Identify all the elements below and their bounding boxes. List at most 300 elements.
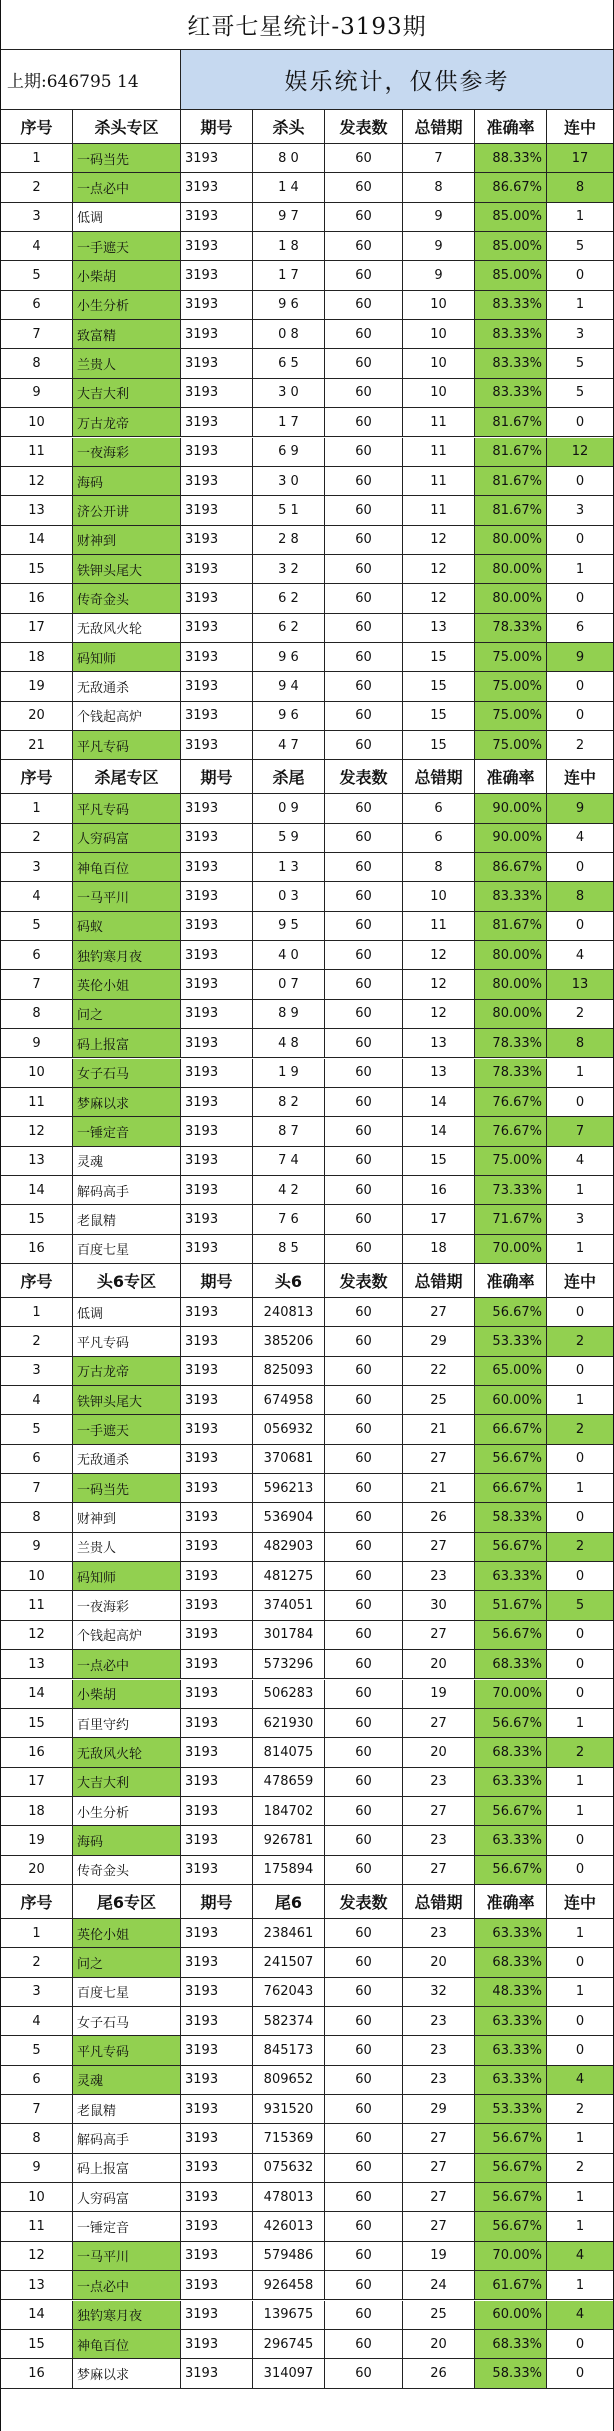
issue-cell: 3193 (181, 702, 253, 730)
table-row (1, 584, 613, 613)
streak-cell: 0 (575, 532, 585, 548)
index-cell: 8 (1, 1503, 73, 1531)
pick-cell: 385206 (253, 1327, 325, 1355)
index-cell: 10 (1, 1562, 73, 1590)
index-cell: 15 (1, 1709, 73, 1737)
issue-cell: 3193 (181, 1503, 253, 1531)
rate-cell: 70.00% (475, 1680, 547, 1708)
name-cell: 一夜海彩 (73, 438, 181, 466)
count-cell: 60 (325, 824, 403, 852)
miss-cell: 12 (403, 1000, 475, 1028)
rate-cell: 76.67% (475, 1088, 547, 1116)
rate-cell: 56.67% (475, 1533, 547, 1561)
pick-cell: 3 2 (253, 555, 325, 583)
rate-cell: 56.67% (475, 1445, 547, 1473)
name-cell: 码知师 (73, 1562, 181, 1590)
miss-cell: 7 (403, 144, 475, 172)
issue-cell: 3193 (181, 1205, 253, 1233)
rate-cell: 63.33% (475, 1562, 547, 1590)
count-cell: 60 (325, 173, 403, 201)
table-row (1, 970, 613, 999)
count-cell: 60 (325, 379, 403, 407)
issue-cell: 3193 (181, 408, 253, 436)
streak-cell: 2 (547, 1327, 613, 1355)
table-row (1, 1591, 613, 1620)
pick-cell: 5 9 (253, 824, 325, 852)
issue-cell: 3193 (181, 1709, 253, 1737)
table-row (1, 643, 613, 672)
miss-cell: 15 (403, 672, 475, 700)
issue-cell: 3193 (181, 2124, 253, 2152)
table-row (1, 2036, 613, 2065)
count-cell: 60 (325, 941, 403, 969)
name-cell: 低调 (73, 1298, 181, 1326)
header-count: 发表数 (325, 760, 403, 793)
streak-cell: 0 (575, 2365, 585, 2381)
count-cell: 60 (325, 1205, 403, 1233)
count-cell: 60 (325, 408, 403, 436)
name-cell: 一码当先 (73, 1474, 181, 1502)
table-row (1, 2301, 613, 2330)
miss-cell: 23 (403, 1826, 475, 1854)
name-cell: 一码当先 (73, 144, 181, 172)
name-cell: 解码高手 (73, 1176, 181, 1204)
pick-cell: 9 5 (253, 912, 325, 940)
index-cell: 8 (1, 349, 73, 377)
index-cell: 5 (1, 261, 73, 289)
table-row (1, 1176, 613, 1205)
rate-cell: 83.33% (475, 291, 547, 319)
pick-cell: 6 5 (253, 349, 325, 377)
count-cell: 60 (325, 1415, 403, 1443)
name-cell: 万古龙帝 (73, 1357, 181, 1385)
index-cell: 16 (1, 1235, 73, 1263)
pick-cell: 9 6 (253, 702, 325, 730)
index-cell: 2 (1, 1948, 73, 1976)
count-cell: 60 (325, 1680, 403, 1708)
rate-cell: 51.67% (475, 1591, 547, 1619)
table-row (1, 1797, 613, 1826)
name-cell: 女子石马 (73, 1059, 181, 1087)
issue-cell: 3193 (181, 1591, 253, 1619)
index-cell: 4 (1, 882, 73, 910)
issue-cell: 3193 (181, 1826, 253, 1854)
table-row (1, 1948, 613, 1977)
issue-cell: 3193 (181, 2359, 253, 2387)
issue-cell: 3193 (181, 526, 253, 554)
pick-cell: 374051 (253, 1591, 325, 1619)
rate-cell: 53.33% (475, 2095, 547, 2123)
pick-cell: 1 3 (253, 853, 325, 881)
table-row (1, 2095, 613, 2124)
table-row (1, 2007, 613, 2036)
index-cell: 15 (1, 2330, 73, 2358)
streak-cell: 1 (575, 1715, 585, 1731)
index-cell: 2 (1, 1327, 73, 1355)
table-row (1, 203, 613, 232)
issue-cell: 3193 (181, 438, 253, 466)
streak-cell: 0 (575, 2013, 585, 2029)
header-pick: 头6 (253, 1264, 325, 1297)
name-cell: 英伦小姐 (73, 1919, 181, 1947)
header-issue: 期号 (181, 760, 253, 793)
issue-cell: 3193 (181, 584, 253, 612)
streak-cell: 0 (575, 1510, 585, 1526)
streak-cell: 1 (575, 1803, 585, 1819)
count-cell: 60 (325, 1738, 403, 1766)
section-header-row (1, 1885, 613, 1919)
index-cell: 12 (1, 1117, 73, 1145)
name-cell: 英伦小姐 (73, 970, 181, 998)
rate-cell: 85.00% (475, 261, 547, 289)
index-cell: 14 (1, 1680, 73, 1708)
name-cell: 灵魂 (73, 2066, 181, 2094)
miss-cell: 11 (403, 438, 475, 466)
streak-cell: 2 (575, 2160, 585, 2176)
name-cell: 平凡专码 (73, 794, 181, 822)
count-cell: 60 (325, 232, 403, 260)
miss-cell: 6 (403, 824, 475, 852)
rate-cell: 80.00% (475, 584, 547, 612)
table-row (1, 1000, 613, 1029)
name-cell: 个钱起高炉 (73, 1621, 181, 1649)
name-cell: 平凡专码 (73, 731, 181, 759)
pick-cell: 301784 (253, 1621, 325, 1649)
rate-cell: 56.67% (475, 2124, 547, 2152)
index-cell: 16 (1, 584, 73, 612)
index-cell: 3 (1, 1978, 73, 2006)
miss-cell: 21 (403, 1415, 475, 1443)
table-row (1, 1147, 613, 1176)
index-cell: 17 (1, 614, 73, 642)
issue-cell: 3193 (181, 853, 253, 881)
issue-cell: 3193 (181, 1000, 253, 1028)
count-cell: 60 (325, 1826, 403, 1854)
header-pick: 杀头 (253, 110, 325, 143)
count-cell: 60 (325, 2271, 403, 2299)
issue-cell: 3193 (181, 349, 253, 377)
rate-cell: 81.67% (475, 912, 547, 940)
pick-cell: 9 6 (253, 291, 325, 319)
streak-cell: 1 (575, 1182, 585, 1198)
index-cell: 12 (1, 2242, 73, 2270)
count-cell: 60 (325, 702, 403, 730)
index-cell: 13 (1, 496, 73, 524)
index-cell: 13 (1, 2271, 73, 2299)
index-cell: 6 (1, 941, 73, 969)
name-cell: 一马平川 (73, 882, 181, 910)
header-index: 序号 (1, 1885, 73, 1918)
header-index: 序号 (1, 110, 73, 143)
streak-cell: 0 (575, 1304, 585, 1320)
rate-cell: 56.67% (475, 2183, 547, 2211)
miss-cell: 20 (403, 2330, 475, 2358)
count-cell: 60 (325, 2066, 403, 2094)
table-row (1, 291, 613, 320)
header-index: 序号 (1, 1264, 73, 1297)
pick-cell: 4 2 (253, 1176, 325, 1204)
miss-cell: 15 (403, 702, 475, 730)
count-cell: 60 (325, 261, 403, 289)
pick-cell: 596213 (253, 1474, 325, 1502)
streak-cell: 13 (547, 970, 613, 998)
count-cell: 60 (325, 2212, 403, 2240)
streak-cell: 1 (575, 561, 585, 577)
index-cell: 1 (1, 794, 73, 822)
count-cell: 60 (325, 1088, 403, 1116)
table-row (1, 1919, 613, 1948)
issue-cell: 3193 (181, 1621, 253, 1649)
count-cell: 60 (325, 320, 403, 348)
index-cell: 8 (1, 2124, 73, 2152)
count-cell: 60 (325, 1533, 403, 1561)
name-cell: 海码 (73, 467, 181, 495)
miss-cell: 11 (403, 408, 475, 436)
streak-cell: 1 (575, 1925, 585, 1941)
index-cell: 2 (1, 173, 73, 201)
miss-cell: 6 (403, 794, 475, 822)
issue-cell: 3193 (181, 1059, 253, 1087)
issue-cell: 3193 (181, 291, 253, 319)
miss-cell: 20 (403, 1738, 475, 1766)
pick-cell: 075632 (253, 2154, 325, 2182)
streak-cell: 0 (575, 414, 585, 430)
header-index: 序号 (1, 760, 73, 793)
rate-cell: 83.33% (475, 379, 547, 407)
pick-cell: 931520 (253, 2095, 325, 2123)
issue-cell: 3193 (181, 1386, 253, 1414)
table-row (1, 853, 613, 882)
count-cell: 60 (325, 144, 403, 172)
count-cell: 60 (325, 349, 403, 377)
streak-cell: 2 (547, 1415, 613, 1443)
issue-cell: 3193 (181, 614, 253, 642)
name-cell: 财神到 (73, 526, 181, 554)
count-cell: 60 (325, 614, 403, 642)
rate-cell: 90.00% (475, 794, 547, 822)
issue-cell: 3193 (181, 1088, 253, 1116)
count-cell: 60 (325, 438, 403, 466)
miss-cell: 8 (403, 853, 475, 881)
index-cell: 19 (1, 672, 73, 700)
miss-cell: 12 (403, 584, 475, 612)
count-cell: 60 (325, 1059, 403, 1087)
pick-cell: 845173 (253, 2036, 325, 2064)
streak-cell: 17 (547, 144, 613, 172)
table-row (1, 349, 613, 378)
header-zone: 杀头专区 (73, 110, 181, 143)
miss-cell: 23 (403, 1919, 475, 1947)
streak-cell: 3 (575, 1211, 585, 1227)
name-cell: 无敌通杀 (73, 1445, 181, 1473)
header-streak: 连中 (563, 1271, 596, 1291)
index-cell: 10 (1, 1059, 73, 1087)
name-cell: 神龟百位 (73, 853, 181, 881)
name-cell: 小生分析 (73, 291, 181, 319)
pick-cell: 2 8 (253, 526, 325, 554)
name-cell: 问之 (73, 1948, 181, 1976)
index-cell: 19 (1, 1826, 73, 1854)
issue-cell: 3193 (181, 2212, 253, 2240)
streak-cell: 5 (575, 385, 585, 401)
pick-cell: 426013 (253, 2212, 325, 2240)
rate-cell: 85.00% (475, 232, 547, 260)
miss-cell: 18 (403, 1235, 475, 1263)
rate-cell: 78.33% (475, 1059, 547, 1087)
header-issue: 期号 (181, 110, 253, 143)
table-row (1, 2271, 613, 2300)
table-row (1, 555, 613, 584)
pick-cell: 370681 (253, 1445, 325, 1473)
index-cell: 9 (1, 2154, 73, 2182)
name-cell: 人穷码富 (73, 824, 181, 852)
rate-cell: 75.00% (475, 672, 547, 700)
streak-cell: 1 (575, 1065, 585, 1081)
index-cell: 6 (1, 291, 73, 319)
streak-cell: 5 (575, 356, 585, 372)
pick-cell: 579486 (253, 2242, 325, 2270)
streak-cell: 4 (575, 830, 585, 846)
pick-cell: 1 4 (253, 173, 325, 201)
table-row (1, 1327, 613, 1356)
pick-cell: 6 2 (253, 584, 325, 612)
table-row (1, 1650, 613, 1679)
rate-cell: 83.33% (475, 320, 547, 348)
rate-cell: 86.67% (475, 853, 547, 881)
streak-cell: 4 (575, 1153, 585, 1169)
rate-cell: 76.67% (475, 1117, 547, 1145)
miss-cell: 23 (403, 2036, 475, 2064)
count-cell: 60 (325, 1029, 403, 1057)
miss-cell: 29 (403, 2095, 475, 2123)
header-rate: 准确率 (475, 1885, 547, 1918)
count-cell: 60 (325, 1000, 403, 1028)
count-cell: 60 (325, 555, 403, 583)
count-cell: 60 (325, 731, 403, 759)
pick-cell: 056932 (253, 1415, 325, 1443)
streak-cell: 0 (575, 1656, 585, 1672)
rate-cell: 70.00% (475, 1235, 547, 1263)
header-rate: 准确率 (475, 760, 547, 793)
pick-cell: 5 1 (253, 496, 325, 524)
streak-cell: 0 (575, 859, 585, 875)
count-cell: 60 (325, 1948, 403, 1976)
streak-cell: 4 (547, 2066, 613, 2094)
rate-cell: 81.67% (475, 496, 547, 524)
index-cell: 14 (1, 2301, 73, 2329)
streak-cell: 3 (575, 326, 585, 342)
name-cell: 女子石马 (73, 2007, 181, 2035)
rate-cell: 71.67% (475, 1205, 547, 1233)
count-cell: 60 (325, 643, 403, 671)
issue-cell: 3193 (181, 2242, 253, 2270)
pick-cell: 7 4 (253, 1147, 325, 1175)
table-row (1, 526, 613, 555)
miss-cell: 26 (403, 1503, 475, 1531)
count-cell: 60 (325, 1357, 403, 1385)
miss-cell: 23 (403, 1768, 475, 1796)
pick-cell: 481275 (253, 1562, 325, 1590)
index-cell: 7 (1, 1474, 73, 1502)
name-cell: 平凡专码 (73, 2036, 181, 2064)
miss-cell: 27 (403, 2124, 475, 2152)
index-cell: 5 (1, 2036, 73, 2064)
index-cell: 20 (1, 702, 73, 730)
index-cell: 14 (1, 526, 73, 554)
index-cell: 18 (1, 1797, 73, 1825)
rate-cell: 56.67% (475, 1797, 547, 1825)
issue-cell: 3193 (181, 1856, 253, 1884)
miss-cell: 16 (403, 1176, 475, 1204)
issue-cell: 3193 (181, 1235, 253, 1263)
name-cell: 兰贵人 (73, 349, 181, 377)
rate-cell: 90.00% (475, 824, 547, 852)
name-cell: 致富精 (73, 320, 181, 348)
miss-cell: 10 (403, 320, 475, 348)
table-row (1, 1978, 613, 2007)
miss-cell: 29 (403, 1327, 475, 1355)
issue-cell: 3193 (181, 1533, 253, 1561)
pick-cell: 139675 (253, 2301, 325, 2329)
count-cell: 60 (325, 1386, 403, 1414)
miss-cell: 27 (403, 2212, 475, 2240)
pick-cell: 506283 (253, 1680, 325, 1708)
pick-cell: 175894 (253, 1856, 325, 1884)
name-cell: 小生分析 (73, 1797, 181, 1825)
streak-cell: 1 (575, 1480, 585, 1496)
streak-cell: 8 (547, 1029, 613, 1057)
banner: 娱乐统计，仅供参考 (181, 50, 613, 109)
name-cell: 百度七星 (73, 1978, 181, 2006)
pick-cell: 4 7 (253, 731, 325, 759)
index-cell: 20 (1, 1856, 73, 1884)
index-cell: 18 (1, 643, 73, 671)
count-cell: 60 (325, 2242, 403, 2270)
pick-cell: 715369 (253, 2124, 325, 2152)
streak-cell: 0 (575, 1862, 585, 1878)
index-cell: 1 (1, 1298, 73, 1326)
index-cell: 5 (1, 912, 73, 940)
miss-cell: 27 (403, 2154, 475, 2182)
title-row (1, 0, 613, 50)
header-miss: 总错期 (403, 760, 475, 793)
count-cell: 60 (325, 1474, 403, 1502)
rate-cell: 56.67% (475, 1856, 547, 1884)
name-cell: 万古龙帝 (73, 408, 181, 436)
name-cell: 一点必中 (73, 2271, 181, 2299)
table-row (1, 2124, 613, 2153)
count-cell: 60 (325, 1298, 403, 1326)
issue-cell: 3193 (181, 320, 253, 348)
miss-cell: 20 (403, 1948, 475, 1976)
pick-cell: 9 7 (253, 203, 325, 231)
name-cell: 梦麻以求 (73, 1088, 181, 1116)
count-cell: 60 (325, 1235, 403, 1263)
rate-cell: 68.33% (475, 1948, 547, 1976)
streak-cell: 1 (575, 2131, 585, 2147)
count-cell: 60 (325, 1709, 403, 1737)
pick-cell: 4 8 (253, 1029, 325, 1057)
rate-cell: 81.67% (475, 467, 547, 495)
table-row (1, 1738, 613, 1767)
table-row (1, 2330, 613, 2359)
header-pick: 杀尾 (253, 760, 325, 793)
pick-cell: 9 4 (253, 672, 325, 700)
rate-cell: 63.33% (475, 2066, 547, 2094)
name-cell: 人穷码富 (73, 2183, 181, 2211)
issue-cell: 3193 (181, 2301, 253, 2329)
issue-cell: 3193 (181, 1474, 253, 1502)
